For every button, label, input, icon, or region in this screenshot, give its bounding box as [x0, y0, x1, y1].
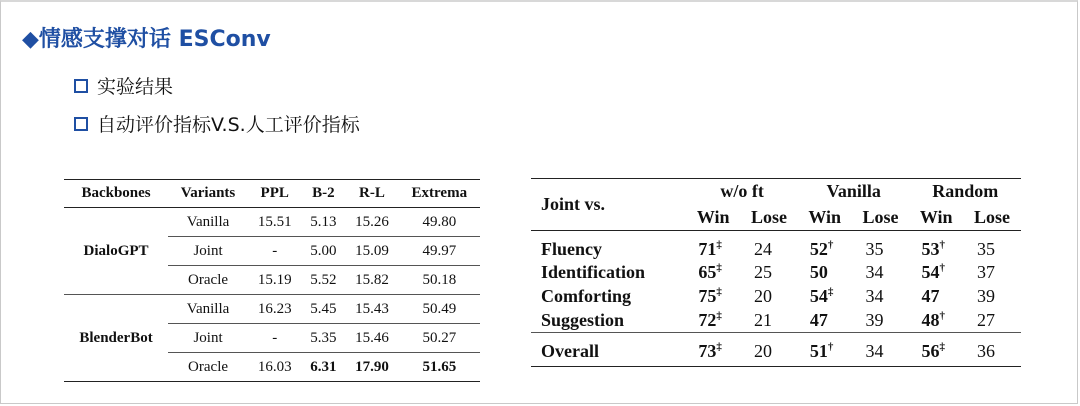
- table-cell: -: [248, 237, 301, 266]
- table-cell: 6.31: [301, 353, 345, 382]
- table-cell: 35: [865, 239, 884, 260]
- table-cell: 15.43: [345, 295, 398, 324]
- row-label: Suggestion: [541, 309, 625, 330]
- table-cell: 50: [809, 262, 828, 282]
- table-cell: 50.49: [399, 295, 480, 324]
- bullet-item: [74, 72, 173, 99]
- diamond-icon: ◆: [22, 27, 39, 52]
- slide-title: [22, 22, 271, 53]
- group-header: Random: [909, 179, 1021, 205]
- table-cell: 51†: [798, 333, 852, 367]
- table-cell: 5.00: [301, 237, 345, 266]
- table-row: [64, 208, 480, 237]
- row-label: Identification: [541, 262, 646, 282]
- column-header: B-2: [301, 180, 345, 208]
- table-cell: 50.27: [399, 324, 480, 353]
- table-cell: 48†: [921, 309, 945, 330]
- sub-header: Win: [686, 205, 740, 231]
- table-cell: 15.26: [355, 213, 389, 230]
- table-cell: Joint: [168, 324, 248, 353]
- table-cell: 49.80: [422, 213, 457, 230]
- sub-header: Lose: [740, 205, 798, 231]
- sub-header: Lose: [963, 205, 1021, 231]
- table-cell: 37: [977, 262, 996, 282]
- column-header: Variants: [168, 180, 248, 208]
- square-bullet-icon: [74, 79, 88, 93]
- table-cell: 71‡: [698, 239, 722, 260]
- table-cell: 49.97: [399, 237, 480, 266]
- column-header: R-L: [345, 180, 398, 208]
- table-row: [531, 285, 1021, 309]
- table-cell: 56‡: [909, 333, 963, 367]
- table-cell: 5.45: [301, 295, 345, 324]
- square-bullet-icon: [74, 117, 88, 131]
- table-cell: 39: [865, 309, 884, 330]
- table-cell: 15.09: [345, 237, 398, 266]
- column-header: Extrema: [399, 180, 480, 208]
- table-cell: 52†: [809, 239, 834, 260]
- table-cell: 24: [753, 239, 772, 260]
- table-cell: Oracle: [168, 353, 248, 382]
- table-cell: 15.51: [257, 213, 292, 230]
- table-cell: 73‡: [686, 333, 740, 367]
- row-label: Overall: [531, 333, 686, 367]
- table-cell: Joint: [168, 237, 248, 266]
- table-cell: 65‡: [698, 262, 722, 282]
- sub-header: Win: [909, 205, 963, 231]
- column-header: PPL: [248, 180, 301, 208]
- table-cell: 47: [921, 286, 940, 306]
- table-row: [64, 295, 480, 324]
- table-cell: 50.18: [399, 266, 480, 295]
- table-row: [531, 231, 1021, 261]
- table-row: [531, 261, 1021, 285]
- table-cell: 20: [753, 286, 772, 306]
- bullet-item: [74, 110, 360, 137]
- group-header: Vanilla: [798, 179, 910, 205]
- table-row: [531, 309, 1021, 333]
- table-cell: 5.13: [310, 213, 337, 230]
- table-cell: 53†: [921, 239, 945, 260]
- table-row: [531, 333, 1021, 367]
- table-cell: 72‡: [698, 309, 722, 330]
- table-cell: 25: [753, 262, 772, 282]
- bullet-text: 自动评价指标V.S.人工评价指标: [97, 114, 360, 136]
- table-cell: 5.52: [301, 266, 345, 295]
- column-header: Backbones: [64, 180, 168, 208]
- row-label: Comforting: [541, 286, 631, 306]
- table-cell: -: [248, 324, 301, 353]
- bullet-text: 实验结果: [97, 76, 174, 98]
- table-cell: 54†: [921, 262, 945, 282]
- table-cell: Vanilla: [186, 213, 230, 230]
- table-cell: 34: [865, 286, 884, 306]
- table-cell: 39: [977, 286, 996, 306]
- table-cell: 15.19: [248, 266, 301, 295]
- title-text: 情感支撑对话 ESConv: [38, 27, 271, 52]
- table-cell: 34: [852, 333, 910, 367]
- table-cell: 16.23: [248, 295, 301, 324]
- sub-header: Lose: [852, 205, 910, 231]
- human-evaluation-table: [531, 178, 1021, 367]
- table-cell: 36: [963, 333, 1021, 367]
- corner-header: Joint vs.: [531, 179, 686, 231]
- table-cell: 51.65: [399, 353, 480, 382]
- row-label: Fluency: [541, 239, 602, 260]
- sub-header: Win: [798, 205, 852, 231]
- table-cell: 35: [977, 239, 996, 260]
- table-cell: Vanilla: [168, 295, 248, 324]
- backbone-cell: BlenderBot: [64, 295, 168, 382]
- automatic-metrics-table: [64, 179, 480, 382]
- table-cell: 17.90: [345, 353, 398, 382]
- table-cell: 16.03: [248, 353, 301, 382]
- table-cell: 27: [977, 309, 996, 330]
- group-header: w/o ft: [686, 179, 798, 205]
- table-cell: 15.82: [345, 266, 398, 295]
- table-cell: 5.35: [301, 324, 345, 353]
- table-cell: 34: [865, 262, 884, 282]
- table-cell: 54‡: [809, 286, 834, 306]
- table-cell: Oracle: [168, 266, 248, 295]
- table-cell: 47: [809, 309, 828, 330]
- table-cell: 20: [740, 333, 798, 367]
- backbone-cell: DialoGPT: [83, 242, 149, 259]
- table-cell: 15.46: [345, 324, 398, 353]
- table-cell: 21: [753, 309, 772, 330]
- table-cell: 75‡: [698, 286, 722, 306]
